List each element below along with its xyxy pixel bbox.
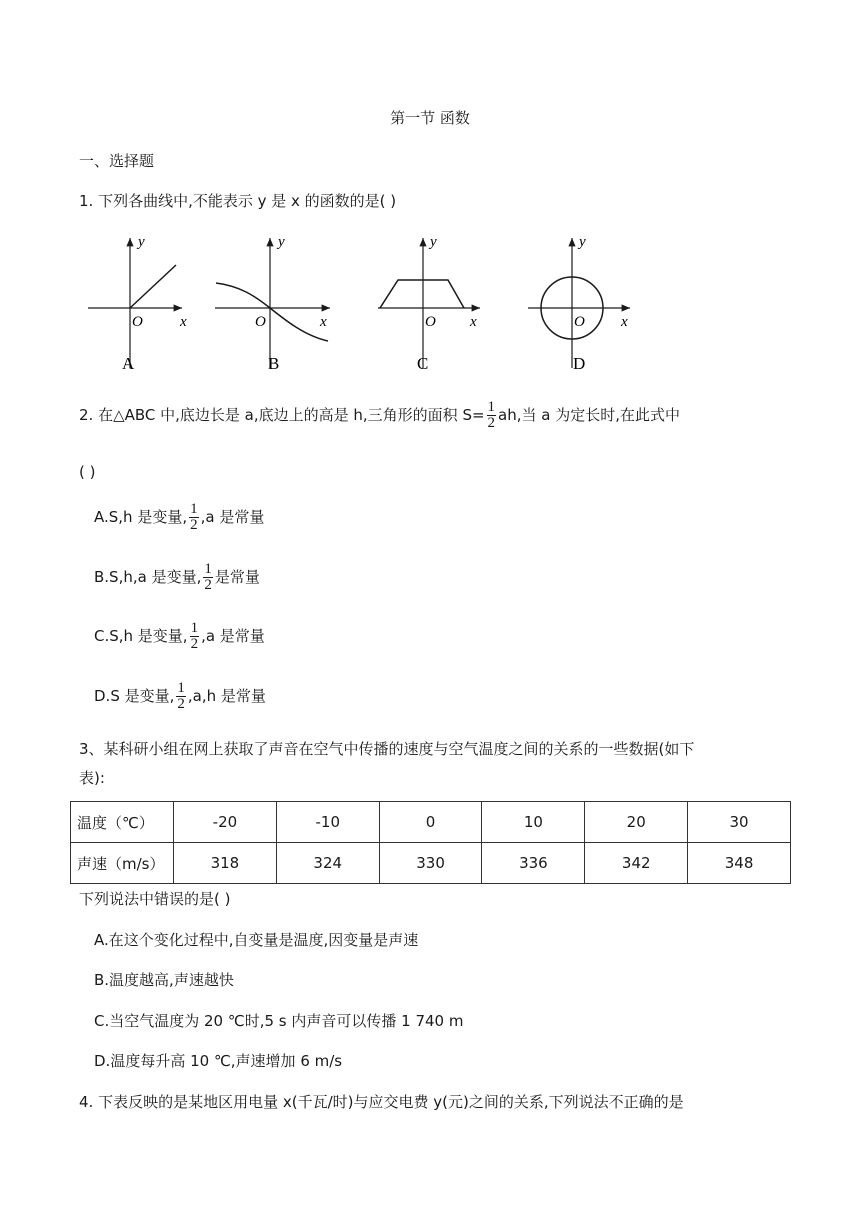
- question-4-text: 4. 下表反映的是某地区用电量 x(千瓦/时)与应交电费 y(元)之间的关系,下列说法不正确的是: [79, 1093, 684, 1111]
- question-2-text: [79, 400, 680, 431]
- graph-a-y-label: y: [138, 234, 145, 250]
- question-2-option-c: C.S,h 是变量, $\frac{1}{2}$ ,a 是常量: [94, 620, 265, 652]
- question-3-option-b: B.温度越高,声速越快: [94, 971, 234, 989]
- table-cell: 0: [379, 802, 482, 843]
- graph-b-y-label: y: [278, 234, 285, 250]
- question-3-prompt: 下列说法中错误的是( ): [79, 890, 231, 908]
- graph-a-label: A: [122, 354, 135, 373]
- table-header-temperature: 温度（℃）: [71, 802, 174, 843]
- table-cell: 318: [174, 843, 277, 884]
- graph-d-x-label: x: [621, 314, 628, 330]
- table-cell: -20: [174, 802, 277, 843]
- question-1-text: 1. 下列各曲线中,不能表示 y 是 x 的函数的是( ): [79, 192, 397, 210]
- fraction-half: $\frac{1}{2}$: [177, 680, 185, 712]
- table-header-speed: 声速（m/s）: [71, 843, 174, 884]
- graph-d: [528, 234, 630, 373]
- table-cell: 336: [482, 843, 585, 884]
- graph-c: [378, 234, 480, 373]
- table-cell: 330: [379, 843, 482, 884]
- sound-speed-table: [70, 801, 791, 884]
- table-cell: 20: [585, 802, 688, 843]
- graph-b: [215, 234, 330, 373]
- question-2-paren: ( ): [79, 463, 96, 481]
- question-3-option-c: C.当空气温度为 20 ℃时,5 s 内声音可以传播 1 740 m: [94, 1012, 464, 1030]
- graph-a: [88, 234, 187, 373]
- table-cell: 324: [276, 843, 379, 884]
- fraction-half: $\frac{1}{2}$: [190, 501, 198, 533]
- question-3-option-a: A.在这个变化过程中,自变量是温度,因变量是声速: [94, 931, 419, 949]
- table-cell: 348: [688, 843, 791, 884]
- fraction-half: $\frac{1}{2}$: [204, 561, 212, 593]
- fraction-half: $\frac{1}{2}$: [190, 620, 199, 652]
- page-title: 第一节 函数: [390, 109, 470, 127]
- graph-c-label: C: [417, 354, 429, 373]
- fraction-half: $\frac{1}{2}$: [487, 399, 496, 431]
- graph-c-x-label: x: [470, 314, 477, 330]
- graph-c-origin: O: [425, 314, 436, 330]
- question-2-post: ah,当 a 为定长时,在此式中: [498, 406, 681, 424]
- question-3-text-line2: 表):: [79, 769, 105, 787]
- question-3-text-line1: 3、某科研小组在网上获取了声音在空气中传播的速度与空气温度之间的关系的一些数据(如下: [79, 740, 695, 758]
- question-2-pre: 2. 在△ABC 中,底边长是 a,底边上的高是 h,三角形的面积 S=: [79, 406, 485, 424]
- graph-b-x-label: x: [320, 314, 327, 330]
- table-cell: 342: [585, 843, 688, 884]
- section-heading: 一、选择题: [79, 152, 155, 170]
- graph-b-origin: O: [255, 314, 266, 330]
- graph-c-y-label: y: [430, 234, 437, 250]
- graph-a-x-label: x: [180, 314, 187, 330]
- table-cell: 10: [482, 802, 585, 843]
- table-cell: 30: [688, 802, 791, 843]
- table-row-speed: [71, 843, 791, 884]
- graph-d-y-label: y: [579, 234, 586, 250]
- table-row-temperature: [71, 802, 791, 843]
- graph-d-origin: O: [574, 314, 585, 330]
- question-2-option-d: D.S 是变量, $\frac{1}{2}$ ,a,h 是常量: [94, 680, 266, 712]
- question-3-option-d: D.温度每升高 10 ℃,声速增加 6 m/s: [94, 1052, 343, 1070]
- question-2-option-a: A.S,h 是变量, $\frac{1}{2}$ ,a 是常量: [94, 501, 265, 533]
- table-cell: -10: [276, 802, 379, 843]
- question-2-option-b: B.S,h,a 是变量, $\frac{1}{2}$ 是常量: [94, 561, 260, 593]
- graph-a-origin: O: [132, 314, 143, 330]
- graph-d-label: D: [573, 354, 586, 373]
- question-1-graphs: [80, 228, 660, 378]
- graph-b-label: B: [268, 354, 280, 373]
